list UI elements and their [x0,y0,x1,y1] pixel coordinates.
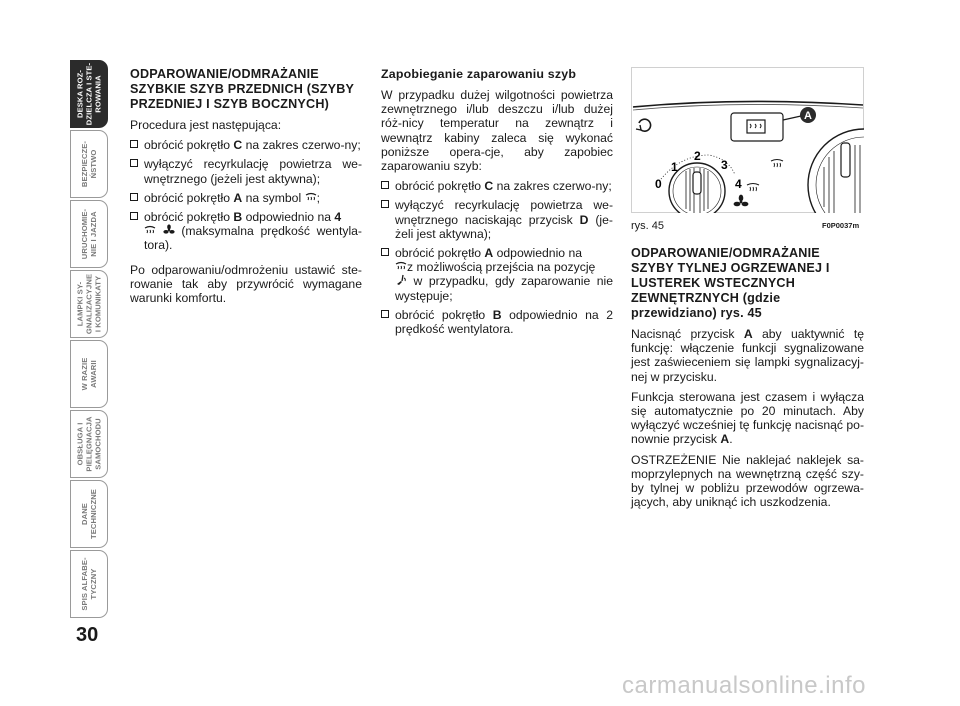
text: (maksymalna prędkość wentyla-tora). [144,224,362,253]
text: . [729,432,733,447]
list-item [381,308,613,336]
text: Funkcja sterowana jest czasem i wyłącza się automatycznie po 20 minutach. Aby wyłączyć wcześniej tę funkcję nacisnąć po-nownie przycisk [631,389,865,447]
column-prevent-fogging [381,67,613,341]
tab-spis-alfabetyczny[interactable] [70,550,108,618]
text: wyłączyć recyrkulację powietrza we-wnętrznego (jeżeli jest aktywna); [144,157,362,186]
checkbox-bullet-icon [130,193,138,201]
key-letter: A [233,190,243,205]
dial-number-0: 0 [655,177,662,191]
tab-label: OBSŁUGA I PIELĘGNACJA SAMOCHODU [75,416,103,472]
section-heading: ODPAROWANIE/ODMRAŻANIE SZYBKIE SZYB PRZEDNICH (SZYBY PRZEDNIEJ I SZYB BOCZNYCH) [130,67,354,111]
text: z możliwością przejścia na pozycję [407,260,596,275]
text: obrócić pokrętło [144,210,234,225]
key-letter: C [484,179,494,194]
paragraph: Po odparowaniu/odmrożeniu ustawić ste-rowanie tak aby przywrócić wymagane warunki komfortu. [130,262,362,306]
list-item [130,138,362,152]
warning-paragraph: OSTRZEŻENIE Nie naklejać naklejek sa-moprzylepnych na wewnętrzną część szy-by tylnej w pobliżu przewodów ogrzewa-jących, aby uniknąć ich uszkodzenia. [631,452,864,510]
key-letter: A [484,246,494,261]
tab-label: SPIS ALFABE- TYCZNY [80,557,98,611]
checkbox-bullet-icon [130,159,138,167]
checkbox-bullet-icon [381,200,389,208]
text: na zakres czerwo-ny; [242,138,361,153]
key-letter: B [492,307,502,322]
text: obrócić pokrętło [395,246,485,261]
page-number: 30 [76,624,99,646]
tab-lampki[interactable] [70,270,108,338]
text: odpowiednio na [242,210,335,225]
tab-obsluga[interactable] [70,410,108,478]
figure-caption: rys. 45 [631,220,665,232]
key-letter: A [743,327,753,341]
climate-control-figure [631,67,864,213]
dial-number-4: 4 [735,177,742,191]
rear-window-heat-button[interactable] [731,113,783,141]
text: wyłączyć recyrkulację powietrza we-wnętrznego naciskając przycisk [395,198,613,227]
key-letter: B [233,210,243,225]
tab-label: BEZPIECZE- ŃSTWO [80,140,98,188]
section-heading: Zapobieganie zaparowaniu szyb [381,67,577,81]
key-number: 4 [334,210,342,225]
list-item [381,246,613,303]
checkbox-bullet-icon [130,140,138,148]
text: w przypadku, gdy zaparowanie nie występuje; [395,274,613,303]
dial-number-3: 3 [721,158,728,172]
tab-deska-rozdzielcza[interactable] [70,60,108,128]
tab-uruchomienie[interactable] [70,200,108,268]
checkbox-bullet-icon [381,248,389,256]
list-item [381,179,613,193]
dial-number-2: 2 [694,149,701,163]
text: ; [316,190,320,205]
checkbox-bullet-icon [381,310,389,318]
text: Nacisnąć przycisk [631,327,744,341]
checkbox-bullet-icon [130,212,138,220]
list-item [130,210,362,253]
windscreen-feet-icon [395,274,407,286]
tab-label: URUCHOMIE- NIE I JAZDA [80,208,98,260]
text: aby uaktywnić tę funkcję: włączenie funkcji sygnalizowane jest zaświeceniem się lampki sygnalizacyj-nej w przycisku. [631,327,864,384]
tab-label: DANE TECHNICZNE [80,489,98,539]
text: obrócić pokrętło [144,190,234,205]
column-rear-window-defrost [631,246,864,515]
tab-dane-techniczne[interactable] [70,480,108,548]
tab-label: LAMPKI SY- GNALIZACYJNE I KOMUNIKATY [75,273,103,335]
tab-label: DESKA ROZ- DZIELCZA I STE- ROWANIA [75,62,103,126]
windscreen-defrost-icon [144,225,156,236]
key-letter: C [233,138,243,153]
paragraph: W przypadku dużej wilgotności powietrza zewnętrznego i/lub deszczu i/lub dużej róż-nicy temperatur na zewnątrz i wewnątrz kabiny zaleca się wykonać poniższe opera-cje, aby zapobiec zaparowaniu szyb: [381,88,613,174]
text: obrócić pokrętło [144,138,234,153]
text: obrócić pokrętło [395,179,485,194]
tab-bezpieczenstwo[interactable] [70,130,108,198]
checkbox-bullet-icon [381,181,389,189]
text: (je-żeli jest aktywna); [395,212,613,241]
text: na symbol [242,190,305,205]
windscreen-defrost-icon [305,192,317,203]
key-letter: D [579,212,589,227]
figure-code: F0P0037m [822,221,860,230]
fan-icon [163,224,175,236]
list-item [381,198,613,241]
paragraph [631,327,864,384]
paragraph [631,390,864,447]
watermark: carmanualsonline.info [622,672,866,699]
callout-label: A [804,110,812,122]
climate-panel-illustration [631,67,864,213]
tab-label: W RAZIE AWARII [80,357,98,391]
list-item [130,157,362,185]
windscreen-defrost-icon [395,261,407,272]
paragraph: Procedura jest następująca: [130,118,282,132]
section-heading: ODPAROWANIE/ODMRAŻANIE SZYBY TYLNEJ OGRZEWANEJ I LUSTEREK WSTECZNYCH ZEWNĘTRZNYCH (gdzie przewidziano) rys. 45 [631,246,830,320]
text: odpowiednio na 2 prędkość wentylatora. [395,307,613,337]
tab-w-razie-awarii[interactable] [70,340,108,408]
text: odpowiednio na [493,246,583,261]
list-item [130,191,362,205]
dial-number-1: 1 [671,160,678,174]
text: na zakres czerwo-ny; [493,179,612,194]
key-letter: A [720,432,730,447]
text: obrócić pokrętło [395,307,493,322]
column-quick-defrost [130,67,362,311]
